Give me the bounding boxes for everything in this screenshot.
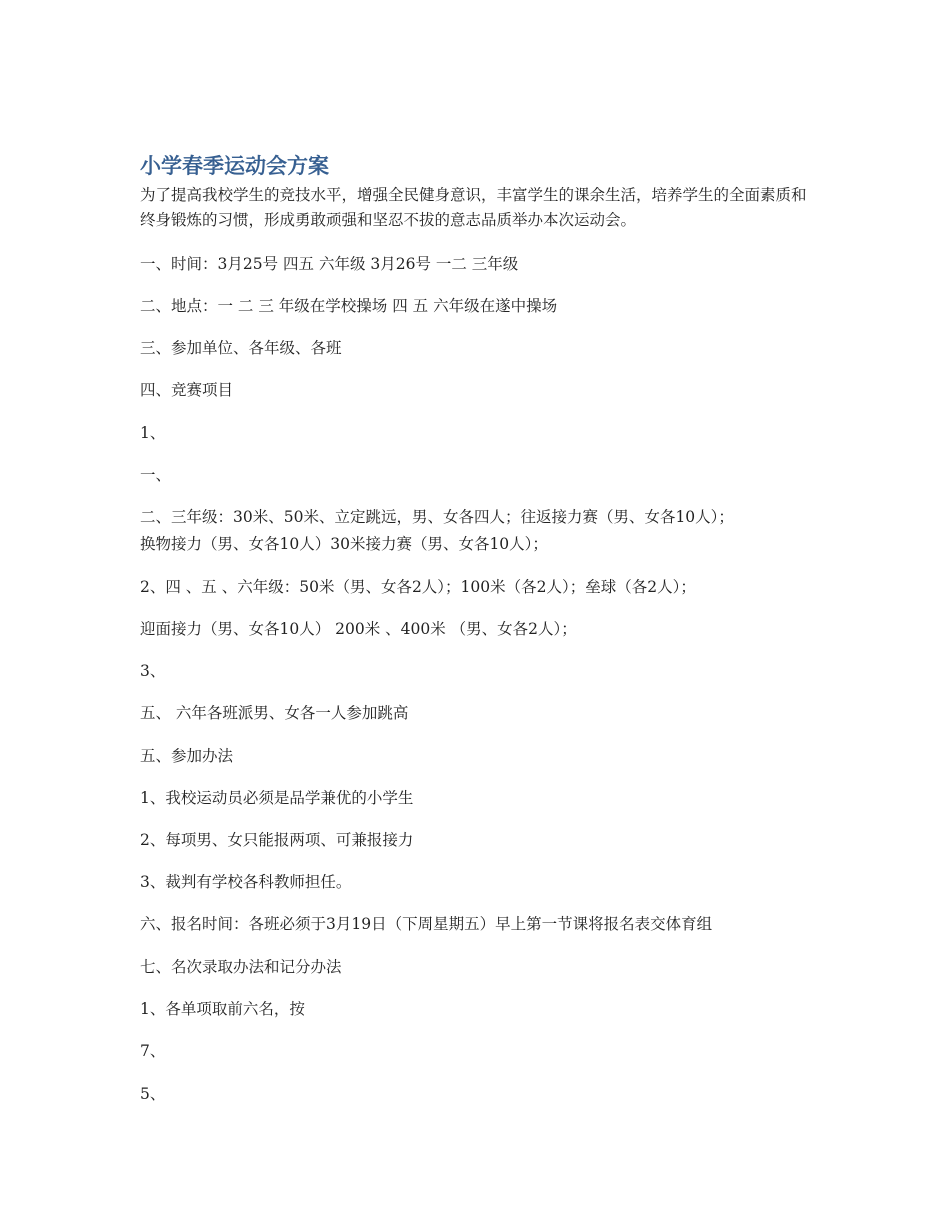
events-grade-2-3-line-2: 换物接力（男、女各10人）30米接力赛（男、女各10人）； — [140, 535, 548, 553]
list-item: 7、 — [140, 1042, 166, 1060]
method-item-2: 2、每项男、女只能报两项、可兼报接力 — [140, 831, 414, 849]
high-jump-note: 五、 六年各班派男、女各一人参加跳高 — [140, 704, 409, 722]
list-item: 3、 — [140, 662, 166, 680]
section-participants: 三、参加单位、各年级、各班 — [140, 339, 342, 357]
section-time: 一、时间：3月25号 四五 六年级 3月26号 一二 三年级 — [140, 255, 519, 273]
events-grade-4-6-line-1: 2、四 、五 、六年级：50米（男、女各2人）；100米（各2人）；垒球（各2人）； — [140, 578, 696, 596]
method-item-1: 1、我校运动员必须是品学兼优的小学生 — [140, 789, 414, 807]
list-item: 1、 — [140, 424, 166, 442]
events-grade-2-3-line-1: 二、三年级：30米、50米、立定跳远，男、女各四人；往返接力赛（男、女各10人）； — [140, 508, 734, 526]
list-item: 一、 — [140, 466, 172, 484]
section-ranking-heading: 七、名次录取办法和记分办法 — [140, 958, 342, 976]
ranking-item-1: 1、各单项取前六名，按 — [140, 1000, 305, 1018]
section-registration: 六、报名时间：各班必须于3月19日（下周星期五）早上第一节课将报名表交体育组 — [140, 915, 713, 933]
intro-paragraph: 为了提高我校学生的竞技水平，增强全民健身意识，丰富学生的课余生活，培养学生的全面素质和终身锻炼的习惯，形成勇敢顽强和坚忍不拔的意志品质举办本次运动会。 — [140, 186, 807, 229]
section-location: 二、地点：一 二 三 年级在学校操场 四 五 六年级在遂中操场 — [140, 297, 558, 315]
section-events-heading: 四、竞赛项目 — [140, 381, 234, 399]
document-title: 小学春季运动会方案 — [140, 154, 329, 178]
section-methods-heading: 五、参加办法 — [140, 747, 234, 765]
method-item-3: 3、裁判有学校各科教师担任。 — [140, 873, 352, 891]
events-grade-4-6-line-2: 迎面接力（男、女各10人） 200米 、400米 （男、女各2人）； — [140, 620, 577, 638]
list-item: 5、 — [140, 1085, 166, 1103]
